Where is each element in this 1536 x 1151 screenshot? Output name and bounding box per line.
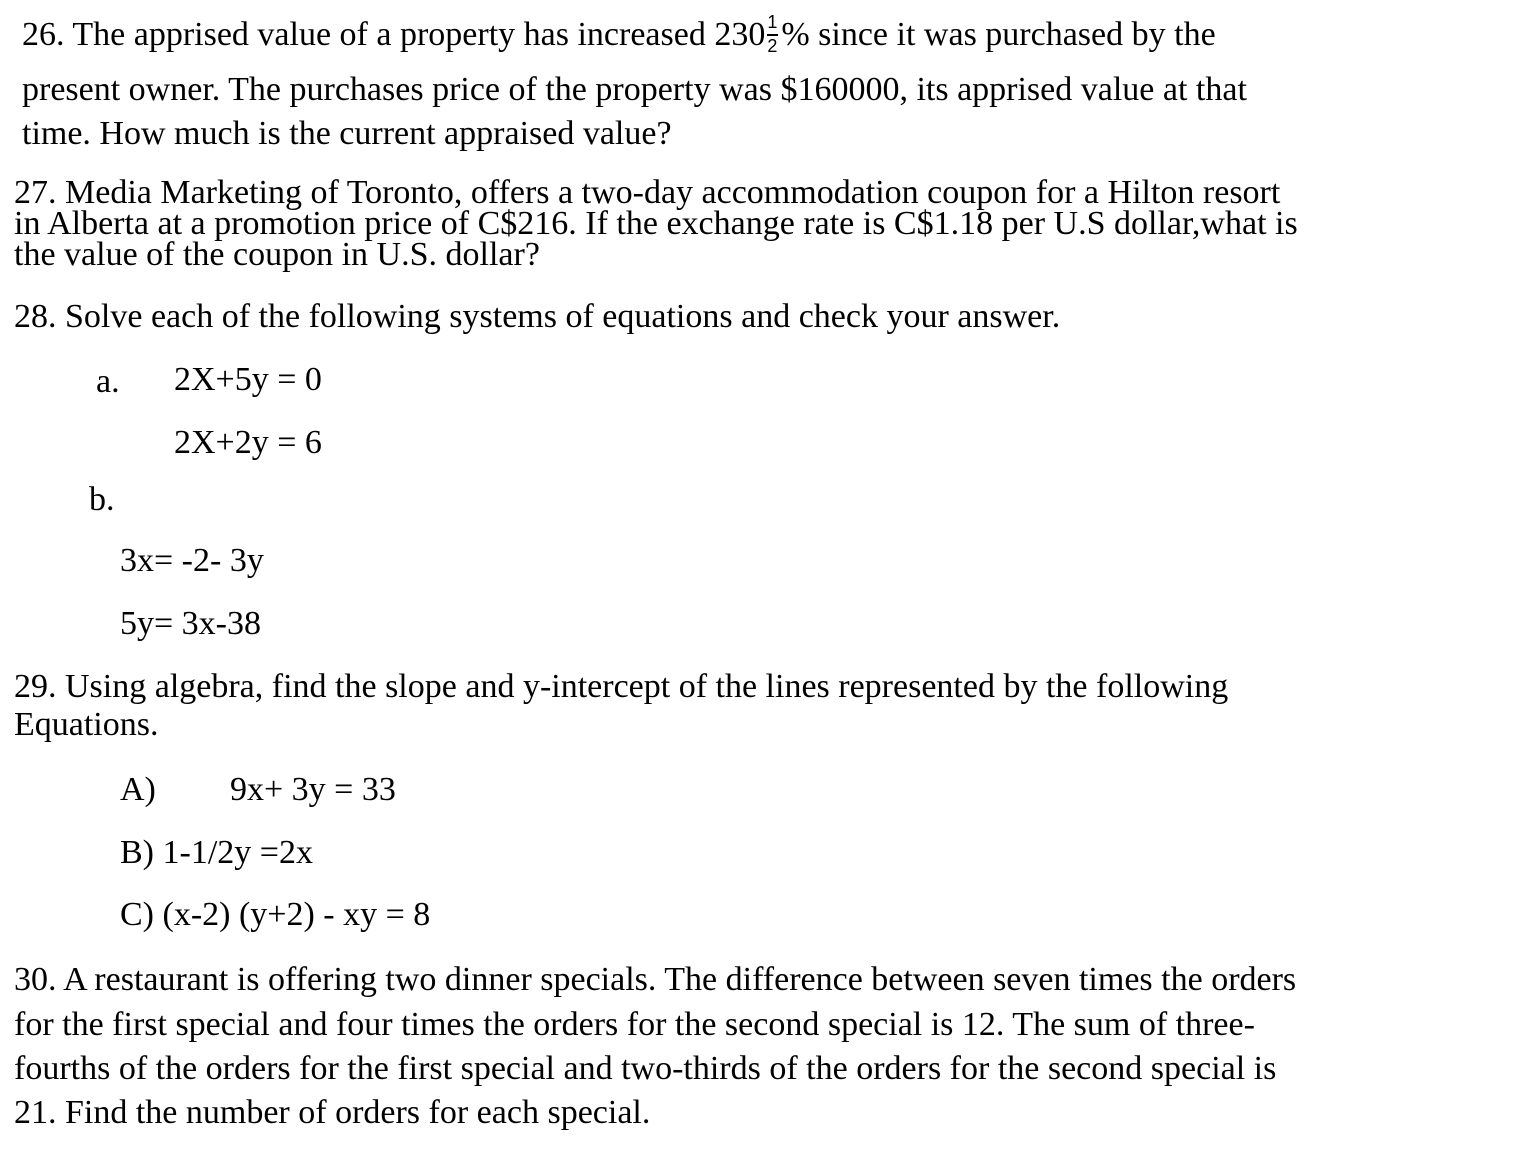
- fraction-denominator: 2: [767, 36, 778, 56]
- q27-line-3: the value of the coupon in U.S. dollar?: [14, 236, 540, 273]
- q29-c-equation: C) (x-2) (y+2) - xy = 8: [120, 896, 431, 933]
- q26-line-3: time. How much is the current appraised value?: [22, 115, 672, 152]
- q28-prompt: 28. Solve each of the following systems of equations and check your answer.: [14, 298, 1061, 335]
- q28-a-equation-1: 2X+5y = 0: [174, 361, 322, 398]
- q28-b-equation-2: 5y= 3x-38: [120, 605, 261, 642]
- fraction-one-half: [765, 12, 781, 56]
- q29-b-equation: B) 1-1/2y =2x: [120, 834, 313, 871]
- q30-line-3: fourths of the orders for the first special and two-thirds of the orders for the second special is: [14, 1050, 1277, 1087]
- q27-line-1: 27. Media Marketing of Toronto, offers a two-day accommodation coupon for a Hilton resort: [14, 174, 1281, 211]
- q30-line-1: 30. A restaurant is offering two dinner specials. The difference between seven times the orders: [14, 961, 1297, 998]
- q29-line-1: 29. Using algebra, find the slope and y-intercept of the lines represented by the following: [14, 668, 1229, 705]
- q29-a-equation: 9x+ 3y = 33: [230, 771, 396, 808]
- q26-line-1: [22, 12, 1216, 56]
- q28-a-label: a.: [96, 363, 120, 400]
- fraction-numerator: 1: [767, 12, 778, 32]
- q28-a-equation-2: 2X+2y = 6: [174, 424, 322, 461]
- q30-line-4: 21. Find the number of orders for each special.: [14, 1094, 651, 1131]
- q29-line-2: Equations.: [14, 706, 159, 743]
- q26-line-1-after: % since it was purchased by the: [781, 16, 1216, 53]
- q29-a-label: A): [120, 771, 156, 808]
- q26-line-1-before: 26. The apprised value of a property has increased 230: [22, 16, 766, 53]
- q28-b-equation-1: 3x= -2- 3y: [120, 542, 264, 579]
- q26-line-2: present owner. The purchases price of the property was $160000, its apprised value at that: [22, 71, 1247, 108]
- q28-b-label: b.: [89, 481, 115, 518]
- q30-line-2: for the first special and four times the orders for the second special is 12. The sum of three-: [14, 1006, 1255, 1043]
- q27-line-2: in Alberta at a promotion price of C$216. If the exchange rate is C$1.18 per U.S dollar,what is: [14, 205, 1298, 242]
